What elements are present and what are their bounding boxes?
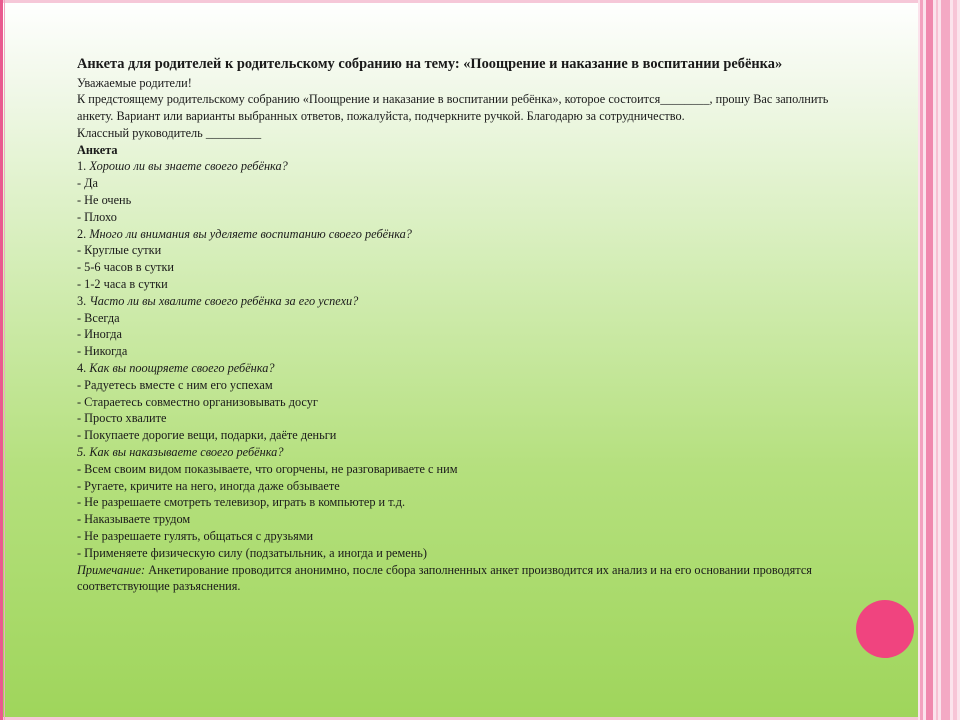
question-text: Как вы поощряете своего ребёнка? bbox=[89, 361, 275, 376]
answer-item: - Никогда bbox=[77, 344, 128, 359]
left-border-stripe-thin bbox=[4, 0, 5, 720]
answer-item: - Применяете физическую силу (подзатыльник, а иногда и ремень) bbox=[77, 545, 428, 560]
document-content bbox=[77, 56, 847, 595]
question-number: 2. bbox=[77, 226, 87, 241]
answer-item: - Стараетесь совместно организовывать досуг bbox=[77, 394, 318, 409]
answer-item: - Плохо bbox=[77, 209, 117, 224]
top-border-line bbox=[0, 0, 918, 3]
question-1 bbox=[77, 158, 847, 175]
answer-item: - Покупаете дорогие вещи, подарки, даёте деньги bbox=[77, 428, 337, 443]
note-paragraph bbox=[77, 562, 847, 596]
answer-item: - Всем своим видом показываете, что огорчены, не разговариваете с ним bbox=[77, 461, 458, 476]
answer-item: - 1-2 часа в сутки bbox=[77, 277, 168, 292]
question-number: 5. bbox=[77, 445, 87, 460]
greeting: Уважаемые родители! bbox=[77, 75, 192, 90]
answer-item: - Иногда bbox=[77, 327, 122, 342]
note-label: Примечание: bbox=[77, 562, 146, 577]
teacher-line: Классный руководитель _________ bbox=[77, 125, 262, 140]
answer-item: - Не разрешаете гулять, общаться с друзьями bbox=[77, 529, 314, 544]
pink-circle-decoration bbox=[856, 600, 914, 658]
answer-item: - Круглые сутки bbox=[77, 243, 162, 258]
question-5 bbox=[77, 444, 847, 461]
answer-item: - Всегда bbox=[77, 310, 120, 325]
decorative-bar bbox=[936, 0, 938, 720]
question-4 bbox=[77, 360, 847, 377]
decorative-bar bbox=[920, 0, 923, 720]
decorative-bar bbox=[926, 0, 933, 720]
survey-label: Анкета bbox=[77, 142, 118, 157]
answer-item: - 5-6 часов в сутки bbox=[77, 260, 175, 275]
answer-item: - Не разрешаете смотреть телевизор, играть в компьютер и т.д. bbox=[77, 495, 406, 510]
question-2 bbox=[77, 226, 847, 243]
answer-item: - Ругаете, кричите на него, иногда даже обзываете bbox=[77, 478, 340, 493]
note-text: Анкетирование проводится анонимно, после сбора заполненных анкет производится их анализ и на его основании проводятся соответствующие разъяснения. bbox=[77, 562, 812, 594]
question-text: Много ли внимания вы уделяете воспитанию своего ребёнка? bbox=[89, 226, 412, 241]
question-number: 4. bbox=[77, 361, 87, 376]
document-title: Анкета для родителей к родительскому собранию на тему: «Поощрение и наказание в воспитании ребёнка» bbox=[77, 56, 783, 72]
question-number: 1. bbox=[77, 159, 87, 174]
right-decorative-bars bbox=[918, 0, 960, 720]
answer-item: - Не очень bbox=[77, 193, 132, 208]
decorative-bar bbox=[953, 0, 957, 720]
question-number: 3. bbox=[77, 293, 87, 308]
answer-item: - Да bbox=[77, 176, 99, 191]
intro-paragraph: К предстоящему родительскому собранию «Поощрение и наказание в воспитании ребёнка», которое состоится________, прошу Вас заполнить анкету. Вариант или варианты выбранных ответов, пожалуйста, подчеркните ручкой. Благодарю за сотрудничество. bbox=[77, 92, 829, 124]
question-text: Как вы наказываете своего ребёнка? bbox=[89, 445, 284, 460]
question-text: Часто ли вы хвалите своего ребёнка за его успехи? bbox=[89, 293, 359, 308]
question-text: Хорошо ли вы знаете своего ребёнка? bbox=[89, 159, 288, 174]
answer-item: - Просто хвалите bbox=[77, 411, 167, 426]
left-border-stripe bbox=[0, 0, 3, 720]
answer-item: - Наказываете трудом bbox=[77, 512, 191, 527]
decorative-bar bbox=[941, 0, 950, 720]
question-3 bbox=[77, 293, 847, 310]
answer-item: - Радуетесь вместе с ним его успехам bbox=[77, 377, 273, 392]
